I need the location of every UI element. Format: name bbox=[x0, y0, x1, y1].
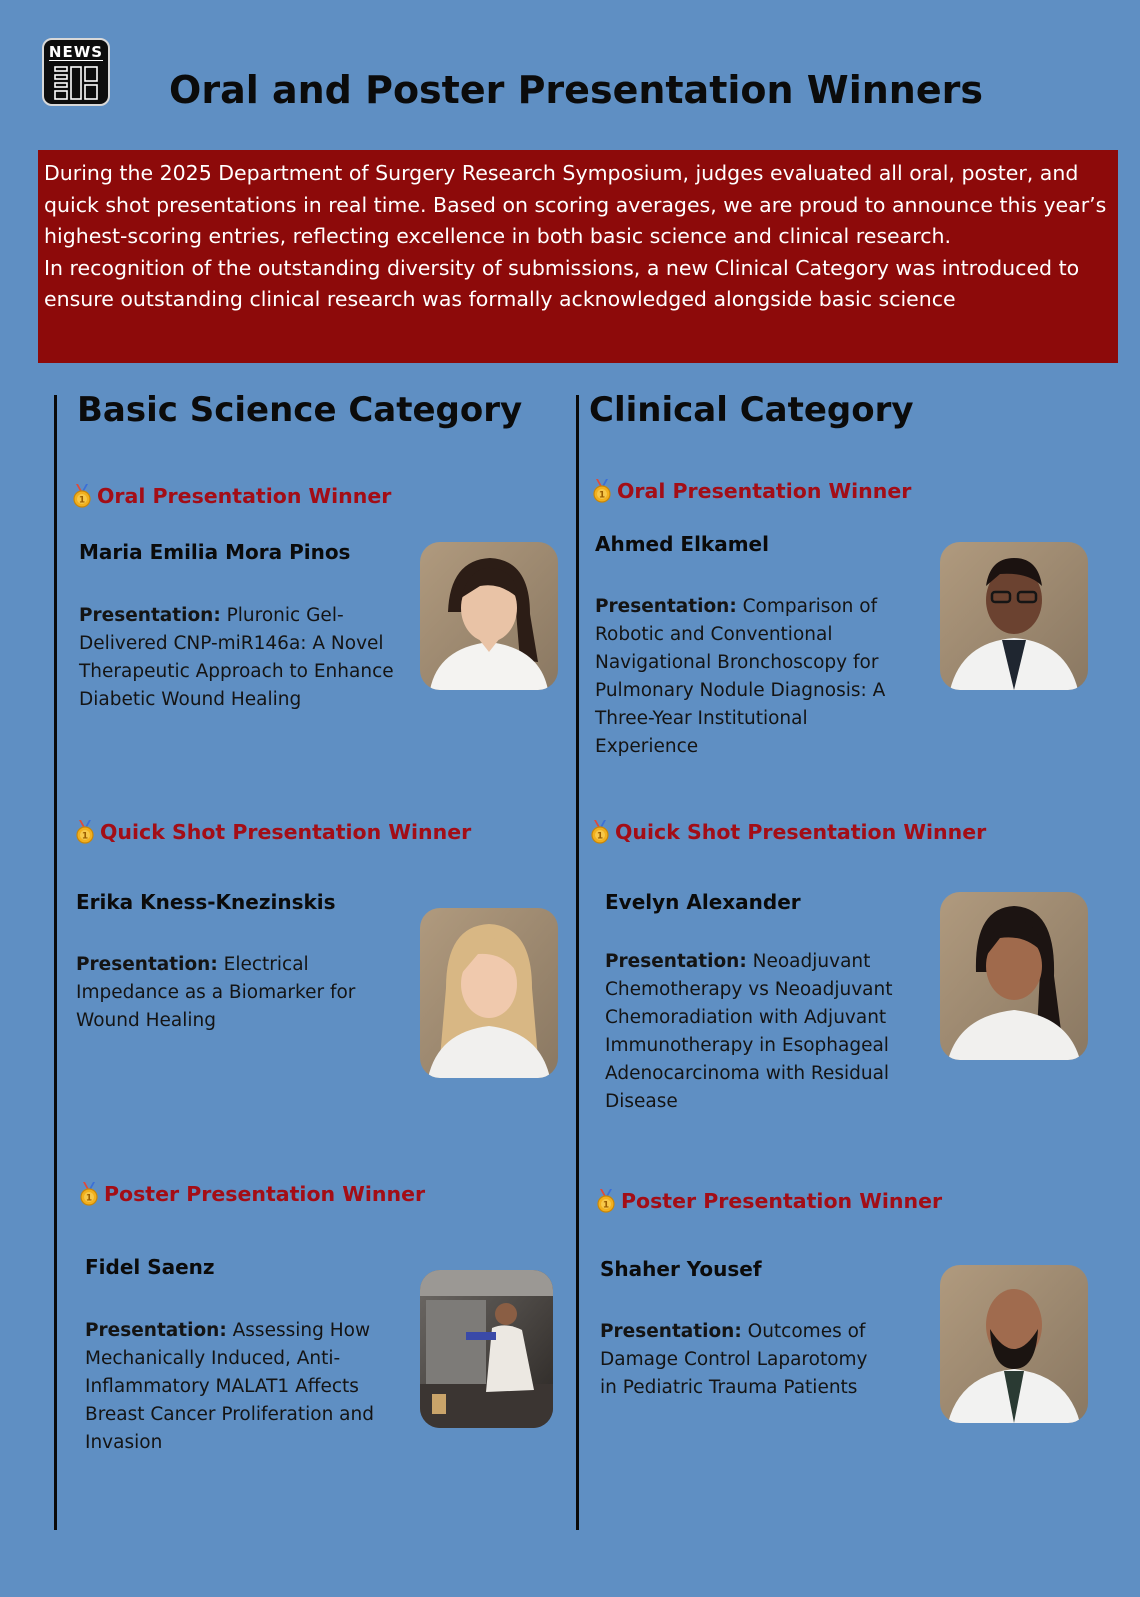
intro-paragraph-2: In recognition of the outstanding diversity of submissions, a new Clinical Category was introduced to ensure outstanding clinical research was formally acknowledged alongside basic science bbox=[44, 255, 1080, 311]
presentation-title: Assessing How Mechanically Induced, Anti-Inflammatory MALAT1 Affects Breast Cancer Proliferation and Invasion bbox=[85, 1320, 374, 1453]
award-label: Poster Presentation Winner bbox=[621, 1189, 943, 1213]
photo-erika-kness-knezinskis bbox=[420, 908, 558, 1078]
clinical-poster-presentation bbox=[600, 1318, 890, 1402]
presentation-title: Electrical Impedance as a Biomarker for Wound Healing bbox=[76, 954, 356, 1031]
presentation-title: Comparison of Robotic and Conventional Navigational Bronchoscopy for Pulmonary Nodule Diagnosis: A Three-Year Institutional Experience bbox=[595, 596, 886, 757]
clinical-oral-award bbox=[591, 479, 911, 503]
medal-icon bbox=[591, 479, 613, 503]
basic-oral-presentation bbox=[79, 602, 399, 714]
basic-poster-award bbox=[78, 1182, 425, 1206]
presentation-title: Pluronic Gel-Delivered CNP-miR146a: A Novel Therapeutic Approach to Enhance Diabetic Wound Healing bbox=[79, 605, 394, 710]
award-label: Oral Presentation Winner bbox=[97, 484, 392, 508]
medal-icon bbox=[78, 1182, 100, 1206]
presentation-label: Presentation: bbox=[595, 596, 737, 617]
logo-word: NEWS bbox=[48, 43, 104, 61]
presentation-label: Presentation: bbox=[85, 1320, 227, 1341]
basic-poster-name: Fidel Saenz bbox=[85, 1255, 215, 1279]
award-label: Poster Presentation Winner bbox=[104, 1182, 426, 1206]
presentation-title: Neoadjuvant Chemotherapy vs Neoadjuvant Chemoradiation with Adjuvant Immunotherapy in Esophageal Adenocarcinoma with Residual Disease bbox=[605, 951, 893, 1112]
basic-quick-shot-name: Erika Kness-Knezinskis bbox=[76, 890, 336, 914]
photo-ahmed-elkamel bbox=[940, 542, 1088, 690]
basic-science-divider bbox=[54, 395, 57, 1530]
clinical-oral-presentation bbox=[595, 593, 905, 761]
clinical-title: Clinical Category bbox=[589, 390, 914, 430]
medal-icon bbox=[74, 820, 96, 844]
photo-maria-emilia-mora-pinos bbox=[420, 542, 558, 690]
award-label: Quick Shot Presentation Winner bbox=[615, 820, 987, 844]
intro-paragraph-1: During the 2025 Department of Surgery Research Symposium, judges evaluated all oral, poster, and quick shot presentations in real time. Based on scoring averages, we are proud to announce this year’s highest-scoring entries, reflecting excellence in both basic science and clinical research. bbox=[44, 161, 1107, 248]
award-label: Quick Shot Presentation Winner bbox=[100, 820, 472, 844]
presentation-title: Outcomes of Damage Control Laparotomy in Pediatric Trauma Patients bbox=[600, 1321, 868, 1398]
photo-fidel-saenz bbox=[420, 1270, 553, 1428]
basic-oral-name: Maria Emilia Mora Pinos bbox=[79, 540, 351, 564]
basic-quick-shot-presentation bbox=[76, 951, 376, 1035]
award-label: Oral Presentation Winner bbox=[617, 479, 912, 503]
basic-oral-award bbox=[71, 484, 391, 508]
photo-shaher-yousef bbox=[940, 1265, 1088, 1423]
presentation-label: Presentation: bbox=[76, 954, 218, 975]
clinical-quick-shot-award bbox=[589, 820, 986, 844]
clinical-poster-name: Shaher Yousef bbox=[600, 1257, 762, 1281]
medal-icon bbox=[595, 1189, 617, 1213]
presentation-label: Presentation: bbox=[79, 605, 221, 626]
medal-icon bbox=[589, 820, 611, 844]
intro-banner bbox=[38, 150, 1118, 363]
clinical-divider bbox=[576, 395, 579, 1530]
clinical-poster-award bbox=[595, 1189, 942, 1213]
basic-science-title: Basic Science Category bbox=[77, 390, 523, 430]
basic-quick-shot-award bbox=[74, 820, 471, 844]
medal-icon bbox=[71, 484, 93, 508]
clinical-oral-name: Ahmed Elkamel bbox=[595, 532, 769, 556]
clinical-quick-shot-presentation bbox=[605, 948, 905, 1116]
photo-evelyn-alexander bbox=[940, 892, 1088, 1060]
presentation-label: Presentation: bbox=[600, 1321, 742, 1342]
clinical-quick-shot-name: Evelyn Alexander bbox=[605, 890, 801, 914]
basic-poster-presentation bbox=[85, 1317, 385, 1457]
page-title: Oral and Poster Presentation Winners bbox=[169, 68, 983, 112]
presentation-label: Presentation: bbox=[605, 951, 747, 972]
